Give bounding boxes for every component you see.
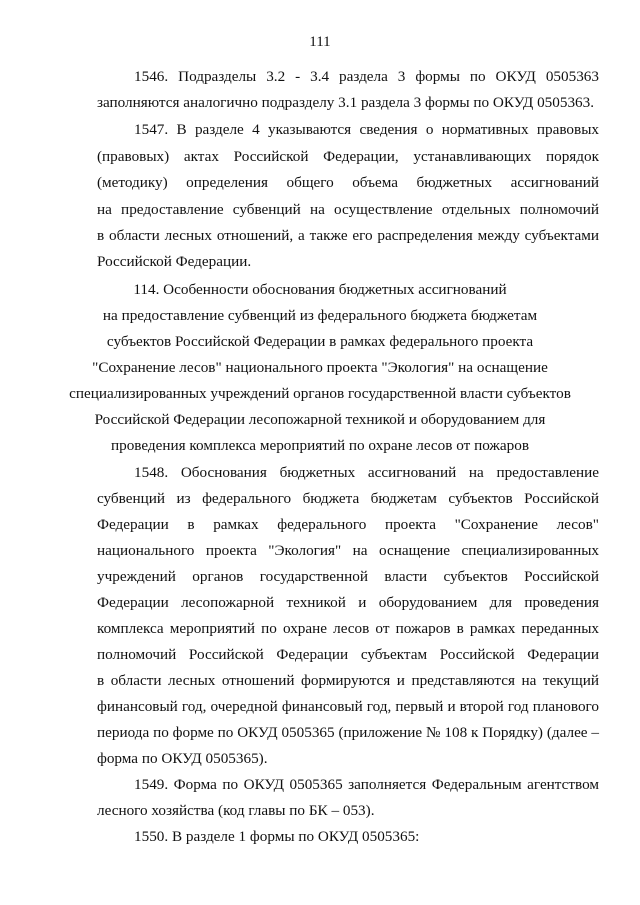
paragraph-1548-line: комплекса мероприятий по охране лесов от пожаров в рамках переданных xyxy=(97,620,599,637)
paragraph-1548-line: финансовый год, очередной финансовый год, первый и второй год планового xyxy=(97,698,599,715)
paragraph-1548-line: национального проекта "Экология" на оснащение специализированных xyxy=(97,542,599,559)
paragraph-1547-line: (правовых) актах Российской Федерации, устанавливающих порядок xyxy=(97,148,599,165)
section-heading-line: специализированных учреждений органов государственной власти субъектов xyxy=(69,385,571,402)
section-heading-line: субъектов Российской Федерации в рамках федерального проекта xyxy=(106,333,534,350)
paragraph-1549-line: 1549. Форма по ОКУД 0505365 заполняется Федеральным агентством xyxy=(134,776,599,793)
paragraph-1546-line: заполняются аналогично подразделу 3.1 раздела 3 формы по ОКУД 0505363. xyxy=(97,94,595,111)
paragraph-1548-line: полномочий Российской Федерации субъектам Российской Федерации xyxy=(97,646,599,663)
paragraph-1548-line: Федерации лесопожарной техникой и оборудованием для проведения xyxy=(97,594,599,611)
paragraph-1550-line: 1550. В разделе 1 формы по ОКУД 0505365: xyxy=(134,828,420,845)
section-heading-line: на предоставление субвенций из федерального бюджета бюджетам xyxy=(102,307,538,324)
paragraph-1548-line: периода по форме по ОКУД 0505365 (приложение № 108 к Порядку) (далее – xyxy=(97,724,599,741)
paragraph-1547-line: на предоставление субвенций на осуществление отдельных полномочий xyxy=(97,201,599,218)
paragraph-1549-line: лесного хозяйства (код главы по БК – 053). xyxy=(97,802,375,819)
page-number: 111 xyxy=(309,34,331,50)
paragraph-1546-line: 1546. Подразделы 3.2 - 3.4 раздела 3 формы по ОКУД 0505363 xyxy=(134,68,599,85)
paragraph-1548-line: в области лесных отношений формируются и представляются на текущий xyxy=(97,672,599,689)
paragraph-1548-line: 1548. Обоснования бюджетных ассигнований на предоставление xyxy=(134,464,599,481)
paragraph-1547-line: 1547. В разделе 4 указываются сведения о нормативных правовых xyxy=(134,121,599,138)
paragraph-1547-line: в области лесных отношений, а также его распределения между субъектами xyxy=(97,227,599,244)
section-heading-line: Российской Федерации лесопожарной техникой и оборудованием для xyxy=(94,411,546,428)
section-heading-line: "Сохранение лесов" национального проекта "Экология" на оснащение xyxy=(92,359,548,376)
section-heading-line: проведения комплекса мероприятий по охране лесов от пожаров xyxy=(110,437,530,454)
paragraph-1547-line: (методику) определения общего объема бюджетных ассигнований xyxy=(97,174,599,191)
paragraph-1548-line: форма по ОКУД 0505365). xyxy=(97,750,268,767)
paragraph-1548-line: субвенций из федерального бюджета бюджетам субъектов Российской xyxy=(97,490,599,507)
paragraph-1547-line: Российской Федерации. xyxy=(97,253,252,270)
paragraph-1548-line: учреждений органов государственной власти субъектов Российской xyxy=(97,568,599,585)
paragraph-1548-line: Федерации в рамках федерального проекта "Сохранение лесов" xyxy=(97,516,599,533)
section-heading-line: 114. Особенности обоснования бюджетных ассигнований xyxy=(133,281,507,298)
